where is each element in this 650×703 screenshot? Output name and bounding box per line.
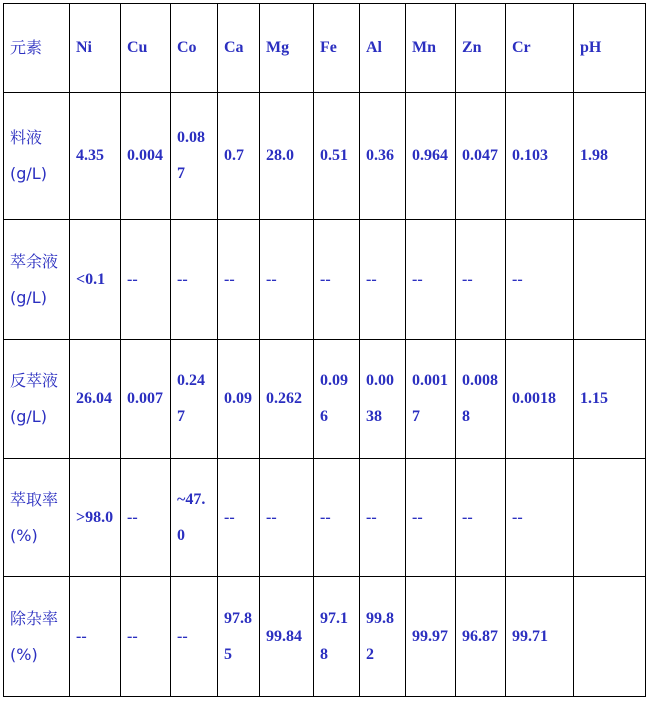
table-cell: -- <box>314 220 360 340</box>
table-cell: -- <box>121 577 171 697</box>
row-label: 料液(g/L) <box>4 93 70 220</box>
table-cell: -- <box>506 459 574 577</box>
table-cell: 0.0017 <box>406 340 456 459</box>
table-cell: 0.262 <box>260 340 314 459</box>
table-cell: -- <box>360 220 406 340</box>
table-cell: 0.36 <box>360 93 406 220</box>
table-cell: 0.51 <box>314 93 360 220</box>
header-row <box>4 4 646 93</box>
row-label: 除杂率(%) <box>4 577 70 697</box>
header-cell-element: 元素 <box>4 4 70 93</box>
header-cell-al: Al <box>360 4 406 93</box>
table-cell: -- <box>406 220 456 340</box>
table-cell: -- <box>506 220 574 340</box>
table-cell: <0.1 <box>70 220 121 340</box>
table-cell: -- <box>171 577 218 697</box>
header-cell-zn: Zn <box>456 4 506 93</box>
table-cell: 4.35 <box>70 93 121 220</box>
table-cell: 99.84 <box>260 577 314 697</box>
table-cell: 0.004 <box>121 93 171 220</box>
table-cell: 28.0 <box>260 93 314 220</box>
table-cell <box>574 459 646 577</box>
table-cell: -- <box>260 220 314 340</box>
table-cell: 0.0088 <box>456 340 506 459</box>
table-row-extraction-rate <box>4 459 646 577</box>
table-cell: -- <box>260 459 314 577</box>
table-cell: ~47.0 <box>171 459 218 577</box>
table-row-raffinate <box>4 220 646 340</box>
row-label: 萃取率(%) <box>4 459 70 577</box>
table-cell: -- <box>121 459 171 577</box>
table-cell: 0.096 <box>314 340 360 459</box>
header-cell-ph: pH <box>574 4 646 93</box>
table-cell: 0.087 <box>171 93 218 220</box>
header-cell-cu: Cu <box>121 4 171 93</box>
table-cell: -- <box>171 220 218 340</box>
table-cell: 0.09 <box>218 340 260 459</box>
table-cell: 99.97 <box>406 577 456 697</box>
table-cell: 97.18 <box>314 577 360 697</box>
header-cell-ni: Ni <box>70 4 121 93</box>
table-row-feed <box>4 93 646 220</box>
table-cell: -- <box>218 459 260 577</box>
table-cell: 1.15 <box>574 340 646 459</box>
table-cell: >98.0 <box>70 459 121 577</box>
table-cell: 97.85 <box>218 577 260 697</box>
table-cell: 99.82 <box>360 577 406 697</box>
table-cell: 1.98 <box>574 93 646 220</box>
table-cell: -- <box>121 220 171 340</box>
table-cell: 0.047 <box>456 93 506 220</box>
table-row-strip-liquor <box>4 340 646 459</box>
table-cell: 0.0018 <box>506 340 574 459</box>
table-cell: -- <box>360 459 406 577</box>
table-cell: -- <box>314 459 360 577</box>
header-cell-mn: Mn <box>406 4 456 93</box>
table-cell <box>574 577 646 697</box>
table-cell: 99.71 <box>506 577 574 697</box>
table-cell: -- <box>456 459 506 577</box>
table-cell: -- <box>406 459 456 577</box>
row-label: 反萃液(g/L) <box>4 340 70 459</box>
header-cell-mg: Mg <box>260 4 314 93</box>
table-cell <box>574 220 646 340</box>
header-cell-ca: Ca <box>218 4 260 93</box>
composition-table <box>3 3 646 697</box>
table-cell: 0.007 <box>121 340 171 459</box>
table-cell: -- <box>456 220 506 340</box>
table-cell: 26.04 <box>70 340 121 459</box>
table-cell: -- <box>70 577 121 697</box>
header-cell-fe: Fe <box>314 4 360 93</box>
table-cell: 0.247 <box>171 340 218 459</box>
table-cell: -- <box>218 220 260 340</box>
header-cell-cr: Cr <box>506 4 574 93</box>
row-label: 萃余液(g/L) <box>4 220 70 340</box>
table-cell: 0.103 <box>506 93 574 220</box>
table-row-removal-rate <box>4 577 646 697</box>
table-cell: 0.964 <box>406 93 456 220</box>
table-cell: 0.0038 <box>360 340 406 459</box>
header-cell-co: Co <box>171 4 218 93</box>
table-cell: 0.7 <box>218 93 260 220</box>
table-cell: 96.87 <box>456 577 506 697</box>
